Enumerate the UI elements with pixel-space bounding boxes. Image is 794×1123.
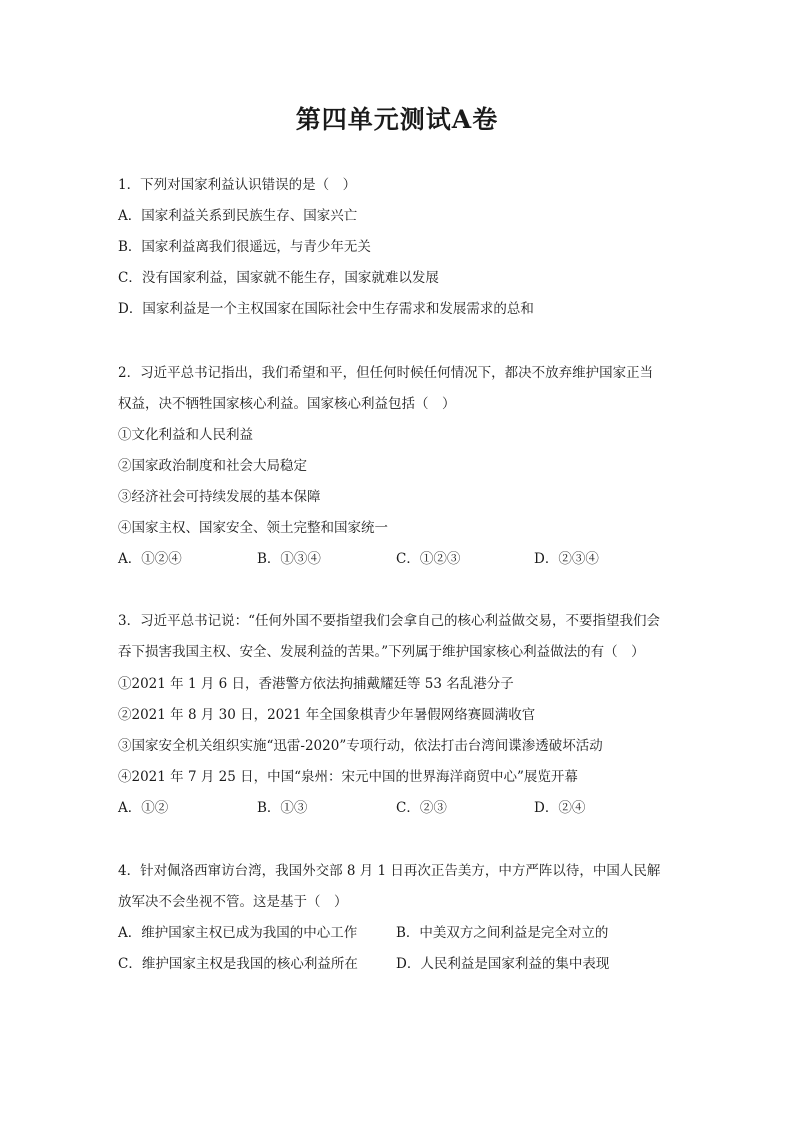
question-2-option-a: A．①②④ (118, 551, 182, 567)
question-3-item-3: ③国家安全机关组织实施“迅雷-2020”专项行动，依法打击台湾间谍渗透破坏活动 (118, 738, 603, 754)
question-2-stem-line-2: 权益，决不牺牲国家核心利益。国家核心利益包括（ ） (118, 396, 456, 412)
question-2-stem-line-1: 2．习近平总书记指出，我们希望和平，但任何时候任何情况下，都决不放弃维护国家正当 (118, 365, 654, 381)
question-1-option-a: A．国家利益关系到民族生存、国家兴亡 (118, 208, 358, 224)
question-3-stem-line-1: 3．习近平总书记说：“任何外国不要指望我们会拿自己的核心利益做交易，不要指望我们会 (118, 613, 660, 629)
question-2-option-d: D．②③④ (534, 551, 599, 567)
question-1-stem: 1．下列对国家利益认识错误的是（ ） (118, 177, 357, 193)
question-2-item-2: ②国家政治制度和社会大局稳定 (118, 458, 307, 474)
question-4-option-d: D．人民利益是国家利益的集中表现 (396, 956, 610, 972)
question-1-option-c: C．没有国家利益，国家就不能生存，国家就难以发展 (118, 270, 439, 286)
question-4-option-a: A．维护国家主权已成为我国的中心工作 (118, 925, 358, 941)
question-1-option-d: D．国家利益是一个主权国家在国际社会中生存需求和发展需求的总和 (118, 301, 534, 317)
page-title: 第四单元测试A卷 (295, 105, 499, 134)
question-3-option-d: D．②④ (534, 800, 586, 816)
question-4-option-b: B．中美双方之间利益是完全对立的 (396, 925, 609, 941)
question-2-option-b: B．①③④ (257, 551, 321, 567)
question-4-stem-line-2: 放军决不会坐视不管。这是基于（ ） (118, 894, 348, 910)
question-2-item-3: ③经济社会可持续发展的基本保障 (118, 489, 321, 505)
question-3-stem-line-2: 吞下损害我国主权、安全、发展利益的苦果。”下列属于维护国家核心利益做法的有（ ） (118, 644, 645, 660)
question-1-option-b: B．国家利益离我们很遥远，与青少年无关 (118, 239, 371, 255)
question-2-item-4: ④国家主权、国家安全、领土完整和国家统一 (118, 520, 388, 536)
question-3-item-4: ④2021 年 7 月 25 日，中国“泉州：宋元中国的世界海洋商贸中心”展览开幕 (118, 769, 578, 785)
question-3-item-1: ①2021 年 1 月 6 日，香港警方依法拘捕戴耀廷等 53 名乱港分子 (118, 676, 514, 692)
question-3-option-b: B．①③ (257, 800, 308, 816)
question-4-option-c: C．维护国家主权是我国的核心利益所在 (118, 956, 358, 972)
question-2-item-1: ①文化利益和人民利益 (118, 427, 253, 443)
question-3-item-2: ②2021 年 8 月 30 日，2021 年全国象棋青少年暑假网络赛圆满收官 (118, 707, 536, 723)
question-2-option-c: C．①②③ (396, 551, 461, 567)
question-3-option-a: A．①② (118, 800, 169, 816)
question-3-option-c: C．②③ (396, 800, 447, 816)
question-4-stem-line-1: 4．针对佩洛西窜访台湾，我国外交部 8 月 1 日再次正告美方，中方严阵以待，中国人民解 (118, 863, 661, 879)
